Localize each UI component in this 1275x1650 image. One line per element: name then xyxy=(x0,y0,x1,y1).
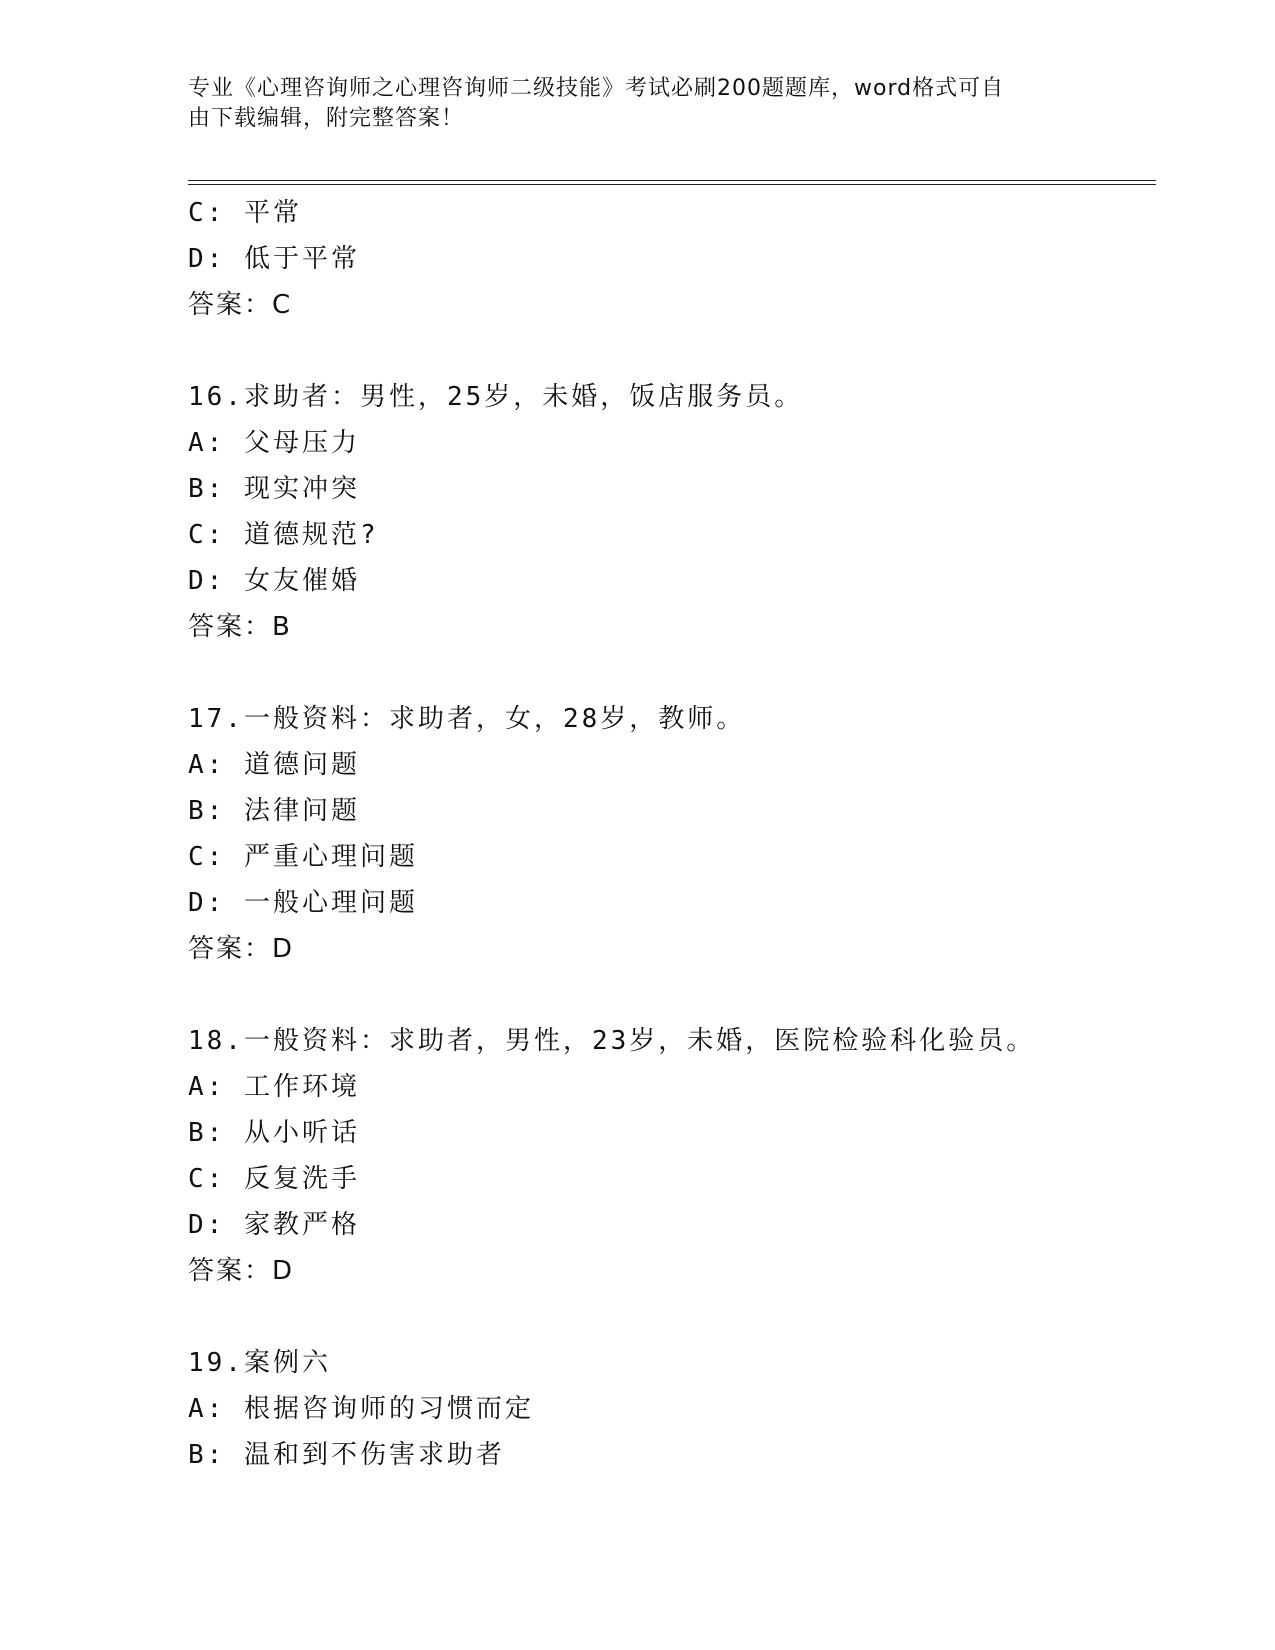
spacer xyxy=(188,328,1148,374)
option-c: C: 严重心理问题 xyxy=(188,842,418,872)
option-d: D: 低于平常 xyxy=(188,244,360,274)
spacer xyxy=(188,972,1148,1018)
option-d: D: 一般心理问题 xyxy=(188,888,418,918)
header-double-rule xyxy=(188,180,1156,185)
answer-line: 答案：C xyxy=(188,290,293,320)
option-c: C: 道德规范? xyxy=(188,520,379,550)
option-d: D: 家教严格 xyxy=(188,1210,360,1240)
spacer xyxy=(188,1294,1148,1340)
answer-line: 答案：D xyxy=(188,1256,295,1286)
question-stem: 16.求助者：男性，25岁，未婚，饭店服务员。 xyxy=(188,382,804,412)
answer-line: 答案：B xyxy=(188,612,292,642)
option-b: B: 温和到不伤害求助者 xyxy=(188,1440,505,1470)
option-a: A: 道德问题 xyxy=(188,750,360,780)
option-a: A: 根据咨询师的习惯而定 xyxy=(188,1394,534,1424)
option-c: C: 反复洗手 xyxy=(188,1164,360,1194)
question-17 xyxy=(188,696,1148,972)
option-c: C: 平常 xyxy=(188,198,302,228)
document-header xyxy=(188,74,1068,134)
header-line-1: 专业《心理咨询师之心理咨询师二级技能》考试必刷200题题库，word格式可自 xyxy=(188,76,1005,101)
question-16 xyxy=(188,374,1148,650)
answer-line: 答案：D xyxy=(188,934,295,964)
header-line-2: 由下载编辑，附完整答案！ xyxy=(188,106,465,131)
question-18 xyxy=(188,1018,1148,1294)
question-stem: 19.案例六 xyxy=(188,1348,331,1378)
question-content xyxy=(188,190,1148,1478)
option-b: B: 从小听话 xyxy=(188,1118,360,1148)
option-b: B: 法律问题 xyxy=(188,796,360,826)
option-b: B: 现实冲突 xyxy=(188,474,360,504)
option-d: D: 女友催婚 xyxy=(188,566,360,596)
spacer xyxy=(188,650,1148,696)
question-19 xyxy=(188,1340,1148,1478)
question-stem: 17.一般资料：求助者，女，28岁，教师。 xyxy=(188,704,746,734)
question-stem: 18.一般资料：求助者，男性，23岁，未婚，医院检验科化验员。 xyxy=(188,1026,1036,1056)
question-15-tail xyxy=(188,190,1148,328)
option-a: A: 工作环境 xyxy=(188,1072,360,1102)
option-a: A: 父母压力 xyxy=(188,428,360,458)
